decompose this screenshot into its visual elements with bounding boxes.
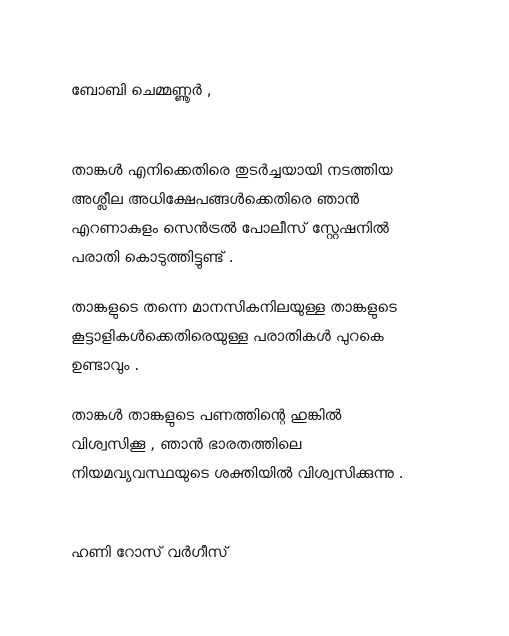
paragraph-2-line-1: താങ്കളുടെ തന്നെ മാനസികനിലയുള്ള താങ്കളുടെ <box>71 298 397 316</box>
paragraph-2-line-3: ഉണ്ടാവും . <box>71 356 140 374</box>
signature: ഹണി റോസ് വർഗീസ് <box>71 543 228 561</box>
paragraph-3-line-3: നിയമവ്യവസ്ഥയുടെ ശക്തിയിൽ വിശ്വസിക്കുന്നു . <box>71 464 404 482</box>
salutation: ബോബി ചെമ്മണ്ണൂർ , <box>71 81 212 99</box>
paragraph-1-line-2: അശ്ലീല അധിക്ഷേപങ്ങൾക്കെതിരെ ഞാൻ <box>71 190 360 208</box>
paragraph-1-line-4: പരാതി കൊടുത്തിട്ടുണ്ട് . <box>71 248 234 266</box>
paragraph-2-line-2: കൂട്ടാളികൾക്കെതിരെയുള്ള പരാതികൾ പുറകെ <box>71 327 384 345</box>
paragraph-3-line-1: താങ്കൾ താങ്കളുടെ പണത്തിന്റെ ഹുങ്കിൽ <box>71 406 342 424</box>
paragraph-1-line-3: എറണാകുളം സെൻട്രൽ പോലീസ് സ്റ്റേഷനിൽ <box>71 219 389 237</box>
paragraph-3-line-2: വിശ്വസിക്കൂ , ഞാൻ ഭാരതത്തിലെ <box>71 435 302 453</box>
paragraph-1-line-1: താങ്കൾ എനിക്കെതിരെ തുടർച്ചയായി നടത്തിയ <box>71 161 393 179</box>
